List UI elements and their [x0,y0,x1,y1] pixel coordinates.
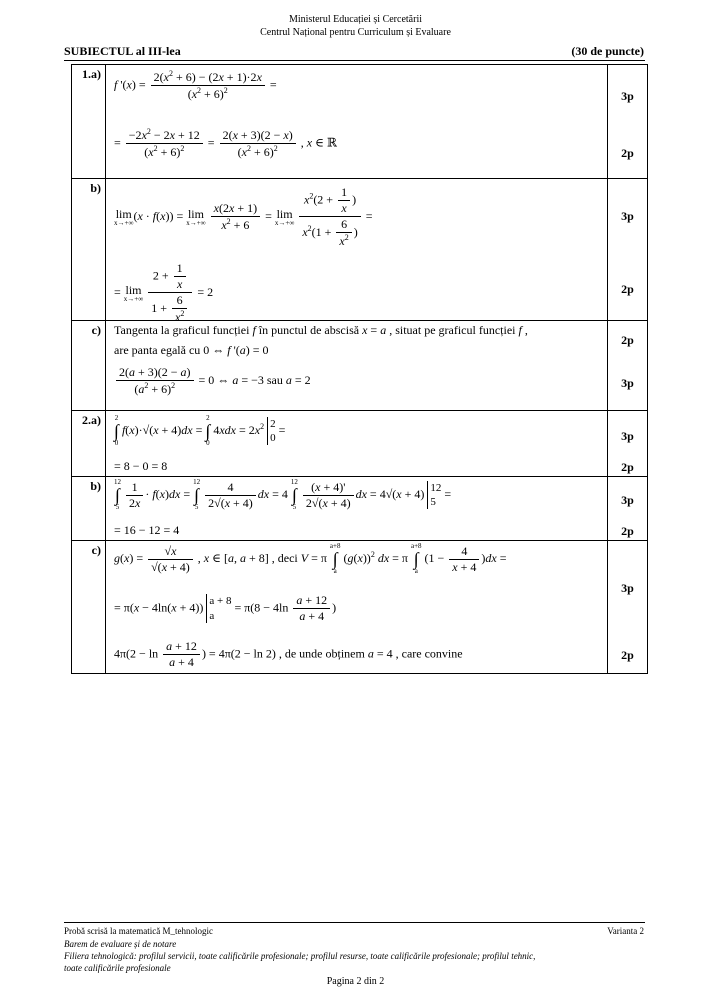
r1a-text-1 [0,0,1,1]
points-cell [608,541,648,674]
subject-heading [64,44,644,59]
row-label: c) [72,541,106,674]
points-value: 3p [621,429,634,443]
footer-filiera: Filiera tehnologică: profilul servicii, toate calificările profesionale; profilul resurse, toate calificările profesionale; profilul tehnic, [64,951,536,961]
footer-calificari: toate calificările profesionale [64,963,171,973]
points-value: 3p [621,89,634,103]
solution-line: g(x) = $\frac{√x}{√(x + 4)}$ , x ∈ [a, a + 8] , deci V = π a+8 ∫ a $(g(x))^2$ dx = π a+8 ∫ a (1 − $\frac{4}{x + 4}$ )dx = [114,542,507,575]
footer-rule [64,922,645,923]
solution-text-index [0,0,1,1]
points-value: 3p [621,376,634,390]
solution-cell [106,179,608,324]
solution-cell [106,541,608,674]
points-value: 2p [621,460,634,474]
row-1c [72,321,648,411]
points-value: 2p [621,146,634,160]
subject-points: (30 de puncte) [571,44,644,58]
heading-rule [64,60,645,61]
solution-line: = 16 − 12 = 4 [114,523,180,537]
points-value: 3p [621,209,634,223]
points-cell [608,477,648,541]
solution-line: Tangenta la graficul funcției f în punctul de abscisă x = a , situat pe graficul funcției f , [114,323,528,337]
solution-cell [106,65,608,179]
solution-line: lim x→+∞ (x · f(x)) = lim x→+∞ $\frac{x(2x + 1)}{x^2 + 6}$ = lim x→+∞ $x^2(2$ + $\frac{1}{x}$ ) $x^2(1$ + $\frac{6}{x^2}$ ) = [114,185,373,248]
footer-barem: Barem de evaluare și de notare [64,939,177,949]
row-1b [72,179,648,321]
points-value: 3p [621,581,634,595]
row-2a [72,411,648,477]
solution-line: $\frac{2(a + 3)(2 - a)}{(a^2 + 6)^2}$ = 0 ⇔ a = −3 sau a = 2 [114,365,311,397]
row-label: b) [72,179,106,321]
row-label: 1.a) [72,65,106,179]
points-value: 3p [621,493,634,507]
ministry-header: Ministerul Educației și Cercetării [288,14,422,25]
page-number: Pagina 2 din 2 [326,976,385,987]
points-value: 2p [621,282,634,296]
solution-line: 12 ∫ 5 $\frac{1}{2x}$ · f(x)dx = 12 ∫ 5 $\frac{4}{2√(x + 4)}$ dx = 4 12 ∫ 5 $\frac{(x + 4)'}{2√(x + 4)}$ dx = 4√(x + 4) 12 5 = [114,478,452,511]
row-1a [72,65,648,179]
solution-line: = π(x − 4ln(x + 4)) a + 8 a = π(8 − 4ln $\frac{a + 12}{a + 4}$ ) [114,593,337,623]
solution-line: = $\frac{-2x^2 - 2x + 12}{(x^2 + 6)^2}$ = $\frac{2(x + 3)(2 - x)}{(x^2 + 6)^2}$ , x ∈ ℝ [114,127,337,159]
points-cell [608,321,648,411]
points-cell [608,411,648,477]
center-header: Centrul Național pentru Curriculum și Evaluare [260,27,451,38]
row-2b [72,477,648,541]
solution-line: = 8 − 0 = 8 [114,459,168,473]
points-value: 2p [621,648,634,662]
row-label: c) [72,321,106,411]
footer-variant: Varianta 2 [607,926,644,936]
solution-line: 2 ∫ 0 f(x)·√(x + 4)dx = 2 ∫ 0 $4xdx = 2x^2$ 2 0 = [114,414,286,447]
solution-line: are panta egală cu 0 ⇔ f '(a) = 0 [114,343,269,357]
solution-line: = lim x→+∞ 2 + $\frac{1}{x}$ 1 + $\frac{6}{x^2}$ = 2 [114,261,214,324]
grading-table [71,64,648,674]
points-value: 2p [621,524,634,538]
footer-exam: Probă scrisă la matematică M_tehnologic [64,926,213,936]
footer-line-1 [64,926,644,936]
row-2c [72,541,648,674]
points-value: 2p [621,333,634,347]
solution-cell [106,321,608,411]
row-label: b) [72,477,106,541]
row-label: 2.a) [72,411,106,477]
points-cell [608,65,648,179]
points-cell [608,179,648,321]
solution-cell [106,477,608,541]
solution-line: 4π(2 − ln $\frac{a + 12}{a + 4}$ ) = 4π(2 − ln 2) , de unde obținem a = 4 , care convine [114,639,463,669]
solution-line: f '(x) = $\frac{2(x^2 + 6) - (2x + 1)\cdot 2x}{(x^2 + 6)^2}$ = [114,69,277,101]
subject-title: SUBIECTUL al III-lea [64,44,181,58]
solution-cell [106,411,608,477]
